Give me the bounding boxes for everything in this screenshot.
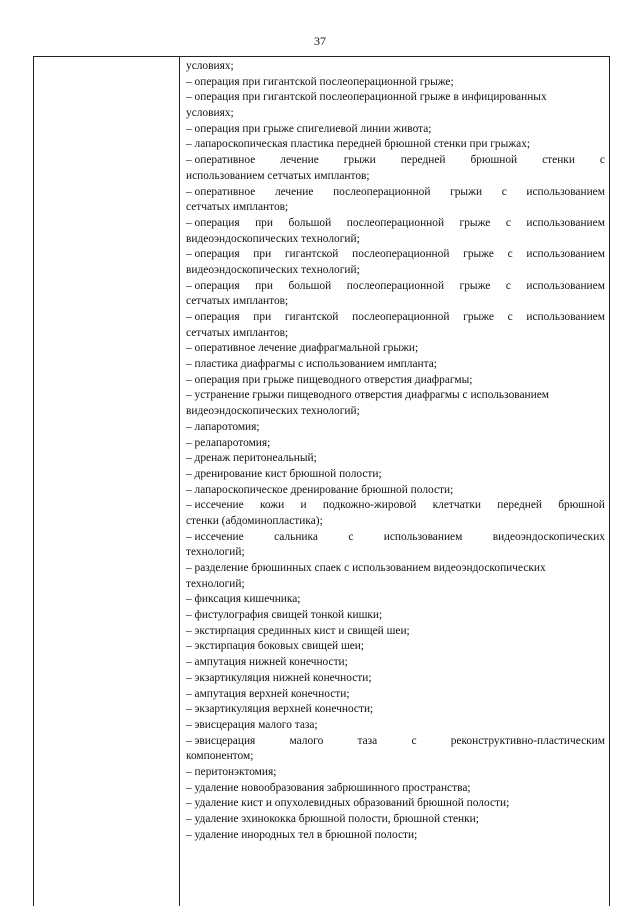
procedure-word: лечение — [274, 185, 314, 198]
procedure-word: грыжи — [343, 154, 376, 167]
procedure-word: – операция — [186, 311, 240, 323]
procedure-word: послеоперационной — [346, 216, 445, 229]
procedure-word: брюшной — [558, 499, 605, 512]
procedure-word: послеоперационной — [333, 185, 431, 198]
procedure-word: с — [411, 734, 417, 747]
procedure-word: с — [507, 311, 513, 323]
procedure-line: – дренирование кист брюшной полости; — [186, 467, 382, 480]
procedure-line: – удаление эхинококка брюшной полости, брюшной стенки; — [186, 813, 479, 825]
procedures-table — [33, 56, 610, 906]
procedure-line: – операция при гигантской послеоперационной грыже в инфицированных — [186, 91, 547, 104]
procedure-word: – операция — [186, 248, 240, 261]
procedure-word: использованием — [526, 216, 605, 229]
procedure-word: лечение — [280, 154, 319, 167]
procedure-line: – лапароскопическое дренирование брюшной полости; — [186, 483, 454, 496]
procedure-line: – операция при гигантской послеоперационной грыже; — [186, 75, 454, 88]
procedure-word: брюшной — [470, 154, 518, 167]
procedure-word: грыже — [459, 216, 491, 229]
procedure-line: – лапаротомия; — [186, 420, 260, 433]
procedure-line: – дренаж перитонеальный; — [186, 452, 317, 465]
procedure-word: – иссечение — [186, 530, 244, 543]
procedure-line — [186, 185, 605, 201]
procedure-word: с — [505, 279, 511, 292]
procedure-line: – эвисцерация малого таза; — [186, 718, 318, 731]
procedure-word: использованием — [526, 311, 605, 323]
procedure-line: сетчатых имплантов; — [186, 295, 289, 308]
procedure-word: послеоперационной — [352, 248, 450, 261]
procedure-line: – ампутация верхней конечности; — [186, 687, 350, 700]
procedure-word: подкожно-жировой — [322, 499, 417, 512]
procedure-line: компонентом; — [186, 750, 254, 763]
procedure-word: стенки — [542, 154, 575, 167]
procedure-word: при — [255, 216, 273, 229]
procedure-word: с — [599, 154, 605, 167]
procedure-line: – устранение грыжи пищеводного отверстия диафрагмы с использованием — [186, 389, 549, 402]
procedure-word: большой — [288, 216, 332, 229]
procedure-line: – релапаротомия; — [186, 436, 271, 449]
procedure-word: гигантской — [284, 311, 339, 323]
procedure-line: – экстирпация боковых свищей шеи; — [186, 640, 365, 653]
procedure-word: передней — [400, 154, 446, 167]
procedure-line: – ампутация нижней конечности; — [186, 656, 348, 669]
procedure-word: – оперативное — [186, 154, 256, 167]
procedure-line: видеоэндоскопических технологий; — [186, 263, 360, 276]
procedure-line: сетчатых имплантов; — [186, 201, 289, 214]
procedure-line — [186, 498, 605, 514]
procedure-word: – эвисцерация — [186, 734, 256, 747]
procedure-line: технологий; — [186, 546, 245, 559]
procedure-word: использованием — [383, 530, 463, 543]
procedure-line: видеоэндоскопических технологий; — [186, 232, 360, 245]
procedure-word: – оперативное — [186, 185, 256, 198]
procedure-line: – фистулография свищей тонкой кишки; — [186, 609, 383, 622]
procedure-word: гигантской — [284, 248, 339, 261]
procedure-word: использованием — [526, 248, 605, 261]
procedure-word: грыже — [463, 311, 494, 323]
procedure-line — [186, 216, 605, 232]
procedure-word: с — [507, 248, 513, 261]
procedure-word: использованием — [526, 279, 605, 292]
procedure-word: при — [253, 311, 272, 323]
procedure-word: реконструктивно-пластическим — [450, 734, 605, 747]
procedure-word: с — [501, 185, 507, 198]
procedure-word: при — [253, 248, 272, 261]
procedure-word: с — [348, 530, 354, 543]
procedure-line: – разделение брюшинных спаек с использованием видеоэндоскопических — [186, 562, 546, 574]
column-divider — [179, 57, 180, 906]
procedure-line: – удаление кист и опухолевидных образований брюшной полости; — [186, 797, 510, 810]
procedure-line — [186, 153, 605, 169]
procedure-word: грыже — [459, 279, 491, 292]
procedure-word: большой — [288, 279, 332, 292]
procedure-line — [186, 279, 605, 295]
procedure-line — [186, 247, 605, 263]
procedure-line: – лапароскопическая пластика передней брюшной стенки при грыжах; — [186, 138, 531, 151]
procedures-cell — [186, 59, 605, 843]
procedure-word: грыже — [463, 248, 494, 261]
procedure-line: – операция при грыже спигелиевой линии живота; — [186, 122, 432, 135]
procedure-word: использованием — [526, 185, 605, 198]
procedure-word: с — [505, 216, 511, 229]
procedure-line: – пластика диафрагмы с использованием импланта; — [186, 358, 437, 371]
procedure-line: – экзартикуляция нижней конечности; — [186, 671, 372, 684]
procedure-word: послеоперационной — [352, 311, 450, 323]
procedure-line: условиях; — [186, 107, 234, 120]
procedure-line: – удаление инородных тел в брюшной полости; — [186, 828, 418, 841]
procedure-word: малого — [289, 734, 324, 747]
procedure-line: стенки (абдоминопластика); — [186, 514, 323, 527]
procedure-line: – оперативное лечение диафрагмальной грыжи; — [186, 342, 419, 355]
procedure-word: при — [255, 279, 273, 292]
page-number: 37 — [314, 34, 326, 48]
procedure-word: грыжи — [450, 185, 483, 198]
procedure-word: клетчатки — [432, 499, 481, 512]
procedure-word: – иссечение — [186, 499, 244, 512]
procedure-word: и — [300, 499, 307, 512]
procedure-line: видеоэндоскопических технологий; — [186, 405, 360, 418]
procedure-line: – операция при грыже пищеводного отверстия диафрагмы; — [186, 373, 473, 386]
procedure-word: послеоперационной — [346, 279, 445, 292]
procedure-word: кожи — [259, 499, 285, 512]
procedure-line: – фиксация кишечника; — [186, 593, 301, 606]
procedure-word: передней — [497, 499, 543, 512]
procedure-line: – перитонэктомия; — [186, 765, 277, 778]
procedure-word: сальника — [274, 530, 318, 543]
procedure-line: – экзартикуляция верхней конечности; — [186, 703, 374, 716]
procedure-word: – операция — [186, 216, 240, 229]
procedure-line — [186, 530, 605, 546]
procedure-word: видеоэндоскопических — [492, 530, 605, 543]
procedure-line: технологий; — [186, 577, 245, 590]
procedure-word: – операция — [186, 279, 240, 292]
procedure-line: – экстирпация срединных кист и свищей шеи; — [186, 624, 410, 637]
procedure-line: использованием сетчатых имплантов; — [186, 169, 370, 182]
procedure-line: условиях; — [186, 60, 234, 72]
procedure-line — [186, 734, 605, 750]
procedure-line — [186, 310, 605, 326]
procedure-word: таза — [357, 734, 378, 747]
procedure-line: сетчатых имплантов; — [186, 326, 289, 339]
procedure-line: – удаление новообразования забрюшинного пространства; — [186, 781, 471, 794]
